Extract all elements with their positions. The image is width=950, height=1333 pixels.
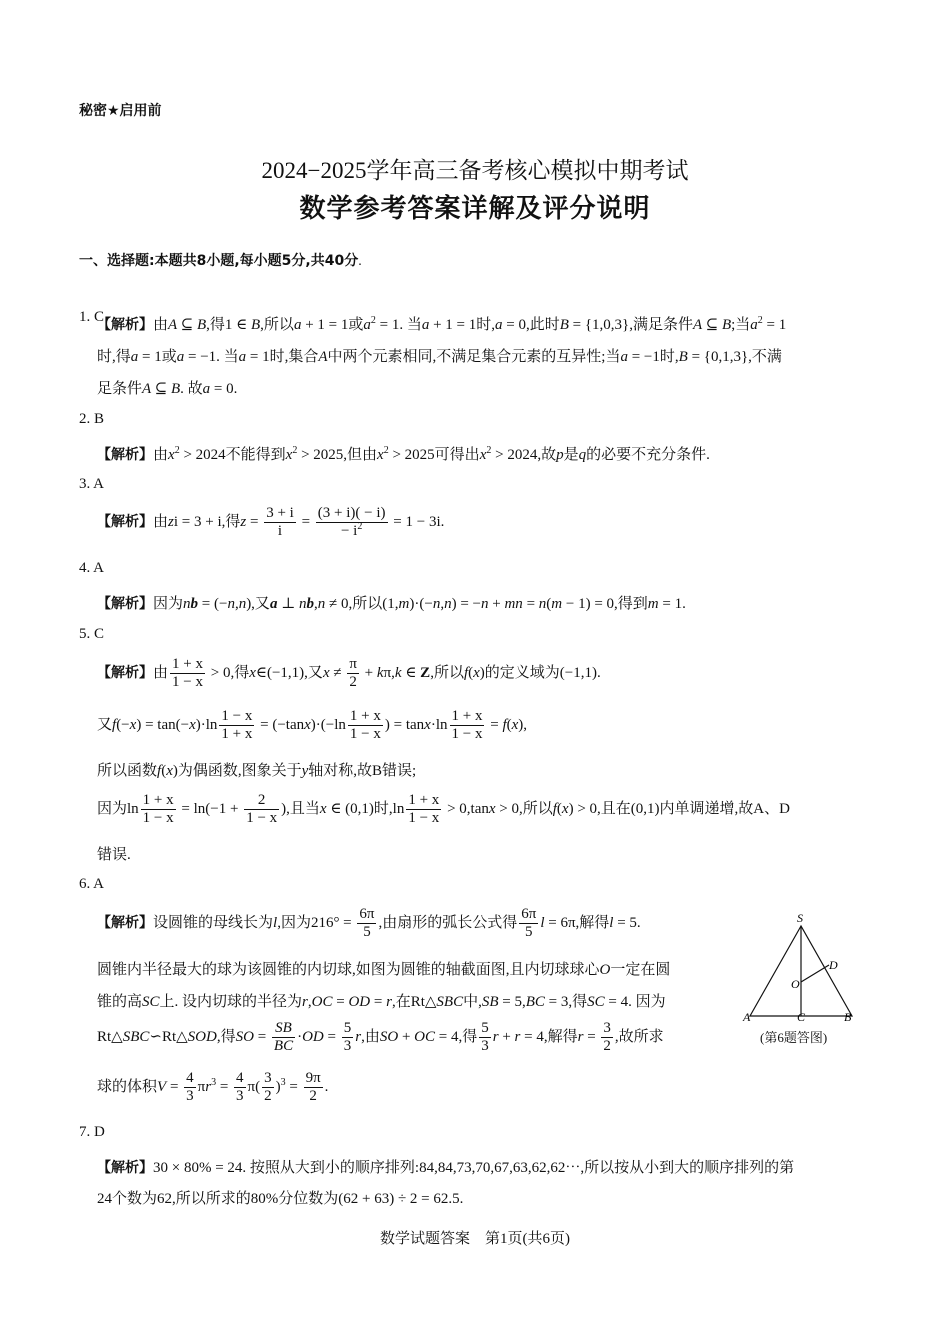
label-b: B: [844, 1010, 852, 1024]
q6-line-2: 圆锥内半径最大的球为该圆锥的内切球,如图为圆锥的轴截面图,且内切球球心O一定在圆: [97, 962, 671, 978]
answer-title: 数学参考答案详解及评分说明: [299, 194, 651, 224]
q1-number: 1. C: [79, 309, 105, 325]
label-d: D: [829, 958, 838, 972]
q3-number: 3. A: [79, 476, 105, 492]
q5-line-4: 因为ln $\frac{1 + x}{1 - x}$ = ln(−1 + $\frac{2}{1 - x}$ ),且当x ∈ (0,1)时,ln $\frac{1 + x}{1 - x}$ > 0,tanx > 0,所以f(x) > 0,且在(0,1)内单调递增,故A、D: [97, 792, 790, 826]
q6-number: 6. A: [79, 876, 105, 892]
q5-number: 5. C: [79, 626, 105, 642]
q6-line-4: Rt△SBC∽Rt△SOD,得SO = $\frac{SB}{BC}$ ·OD = $\frac{5}{3}$ r,由SO + OC = 4,得 $\frac{5}{3}$ r + r = 4,解得r = $\frac{3}{2}$ ,故所求: [97, 1020, 664, 1054]
q7-line-1: 【解析】30 × 80% = 24. 按照从大到小的顺序排列:84,84,73,70,67,63,62,62⋯,所以按从小到大的顺序排列的第: [97, 1160, 795, 1176]
q6-line-3: 锥的高SC上. 设内切球的半径为r,OC = OD = r,在Rt△SBC中,SB = 5,BC = 3,得SC = 4. 因为: [97, 994, 666, 1010]
q7-line-2: 24个数为62,所以所求的80%分位数为(62 + 63) ÷ 2 = 62.5.: [97, 1191, 464, 1207]
q3-frac-1: $\frac{3 + i}{i}$: [266, 505, 294, 539]
page-footer: 数学试题答案 第1页(共6页): [380, 1231, 570, 1247]
q3-frac-2: $\frac{(3 + i)( - i)}{- i^2}$: [317, 505, 386, 539]
label-a: A: [743, 1010, 751, 1024]
q5-line-3: 所以函数f(x)为偶函数,图象关于y轴对称,故B错误;: [97, 763, 417, 779]
q1-line-1: 【解析】由A ⊆ B,得1 ∈ B,所以a + 1 = 1或$a^2 = 1$. 当a + 1 = 1时,a = 0,此时B = {1,0,3},满足条件A ⊆ B;当$a^2 = 1$: [97, 315, 787, 333]
q6-line-1: 【解析】设圆锥的母线长为l,因为216° = $\frac{6\pi}{5}$ ,由扇形的弧长公式得 $\frac{6\pi}{5}$ l = 6π,解得l = 5.: [97, 906, 641, 940]
label-s: S: [797, 912, 803, 925]
q2-number: 2. B: [79, 411, 105, 427]
label-o: O: [791, 977, 800, 991]
q6-line-5: 球的体积V = $\frac{4}{3}$ $\pi r^3$ = $\frac{4}{3}$ π( $\frac{3}{2}$ )$^3$ = $\frac{9\pi}{2}$ .: [97, 1070, 329, 1104]
q4-number: 4. A: [79, 560, 105, 576]
q5-line-5: 错误.: [97, 847, 131, 863]
q4-line-1: 【解析】因为nb = (−n,n),又a ⊥ nb,n ≠ 0,所以(1,m)·(−n,n) = −n + mn = n(m − 1) = 0,得到m = 1.: [97, 596, 686, 612]
label-c: C: [797, 1010, 806, 1024]
q2-line-1: 【解析】由$x^2 > 2024$不能得到$x^2 > 2025$,但由$x^2 > 2025$可得出$x^2 > 2024$,故p是q的必要不充分条件.: [97, 445, 710, 463]
exam-title: 2024−2025学年高三备考核心模拟中期考试: [261, 158, 689, 183]
q5-line-1: 【解析】由 $\frac{1 + x}{1 - x}$ > 0,得x∈(−1,1),又x ≠ $\frac{\pi}{2}$ + kπ,k ∈ Z,所以f(x)的定义域为(−1,1).: [97, 656, 601, 690]
q3-line-1: 【解析】由zi = 3 + i,得z = $\frac{3 + i}{i}$ = $\frac{(3 + i)( - i)}{- i^2}$ = 1 − 3i.: [97, 505, 445, 539]
q1-line-2: 时,得a = 1或a = −1. 当a = 1时,集合A中两个元素相同,不满足集合元素的互异性;当a = −1时,B = {0,1,3},不满: [97, 349, 782, 365]
q1-line-3: 足条件A ⊆ B. 故a = 0.: [97, 381, 238, 397]
section-heading: 一、选择题:本题共8小题,每小题5分,共40分.: [79, 253, 362, 269]
q7-number: 7. D: [79, 1124, 105, 1140]
radius-od: [801, 965, 829, 982]
cone-cross-section-figure: [740, 912, 860, 1024]
confidential-label: 秘密★启用前: [79, 103, 162, 119]
q5-line-2: 又f(−x) = tan(−x)·ln $\frac{1 - x}{1 + x}$ = (−tanx)·(−ln $\frac{1 + x}{1 - x}$ ) = tanx·ln $\frac{1 + x}{1 - x}$ = f(x),: [97, 708, 528, 742]
figure-caption: (第6题答图): [760, 1030, 828, 1045]
